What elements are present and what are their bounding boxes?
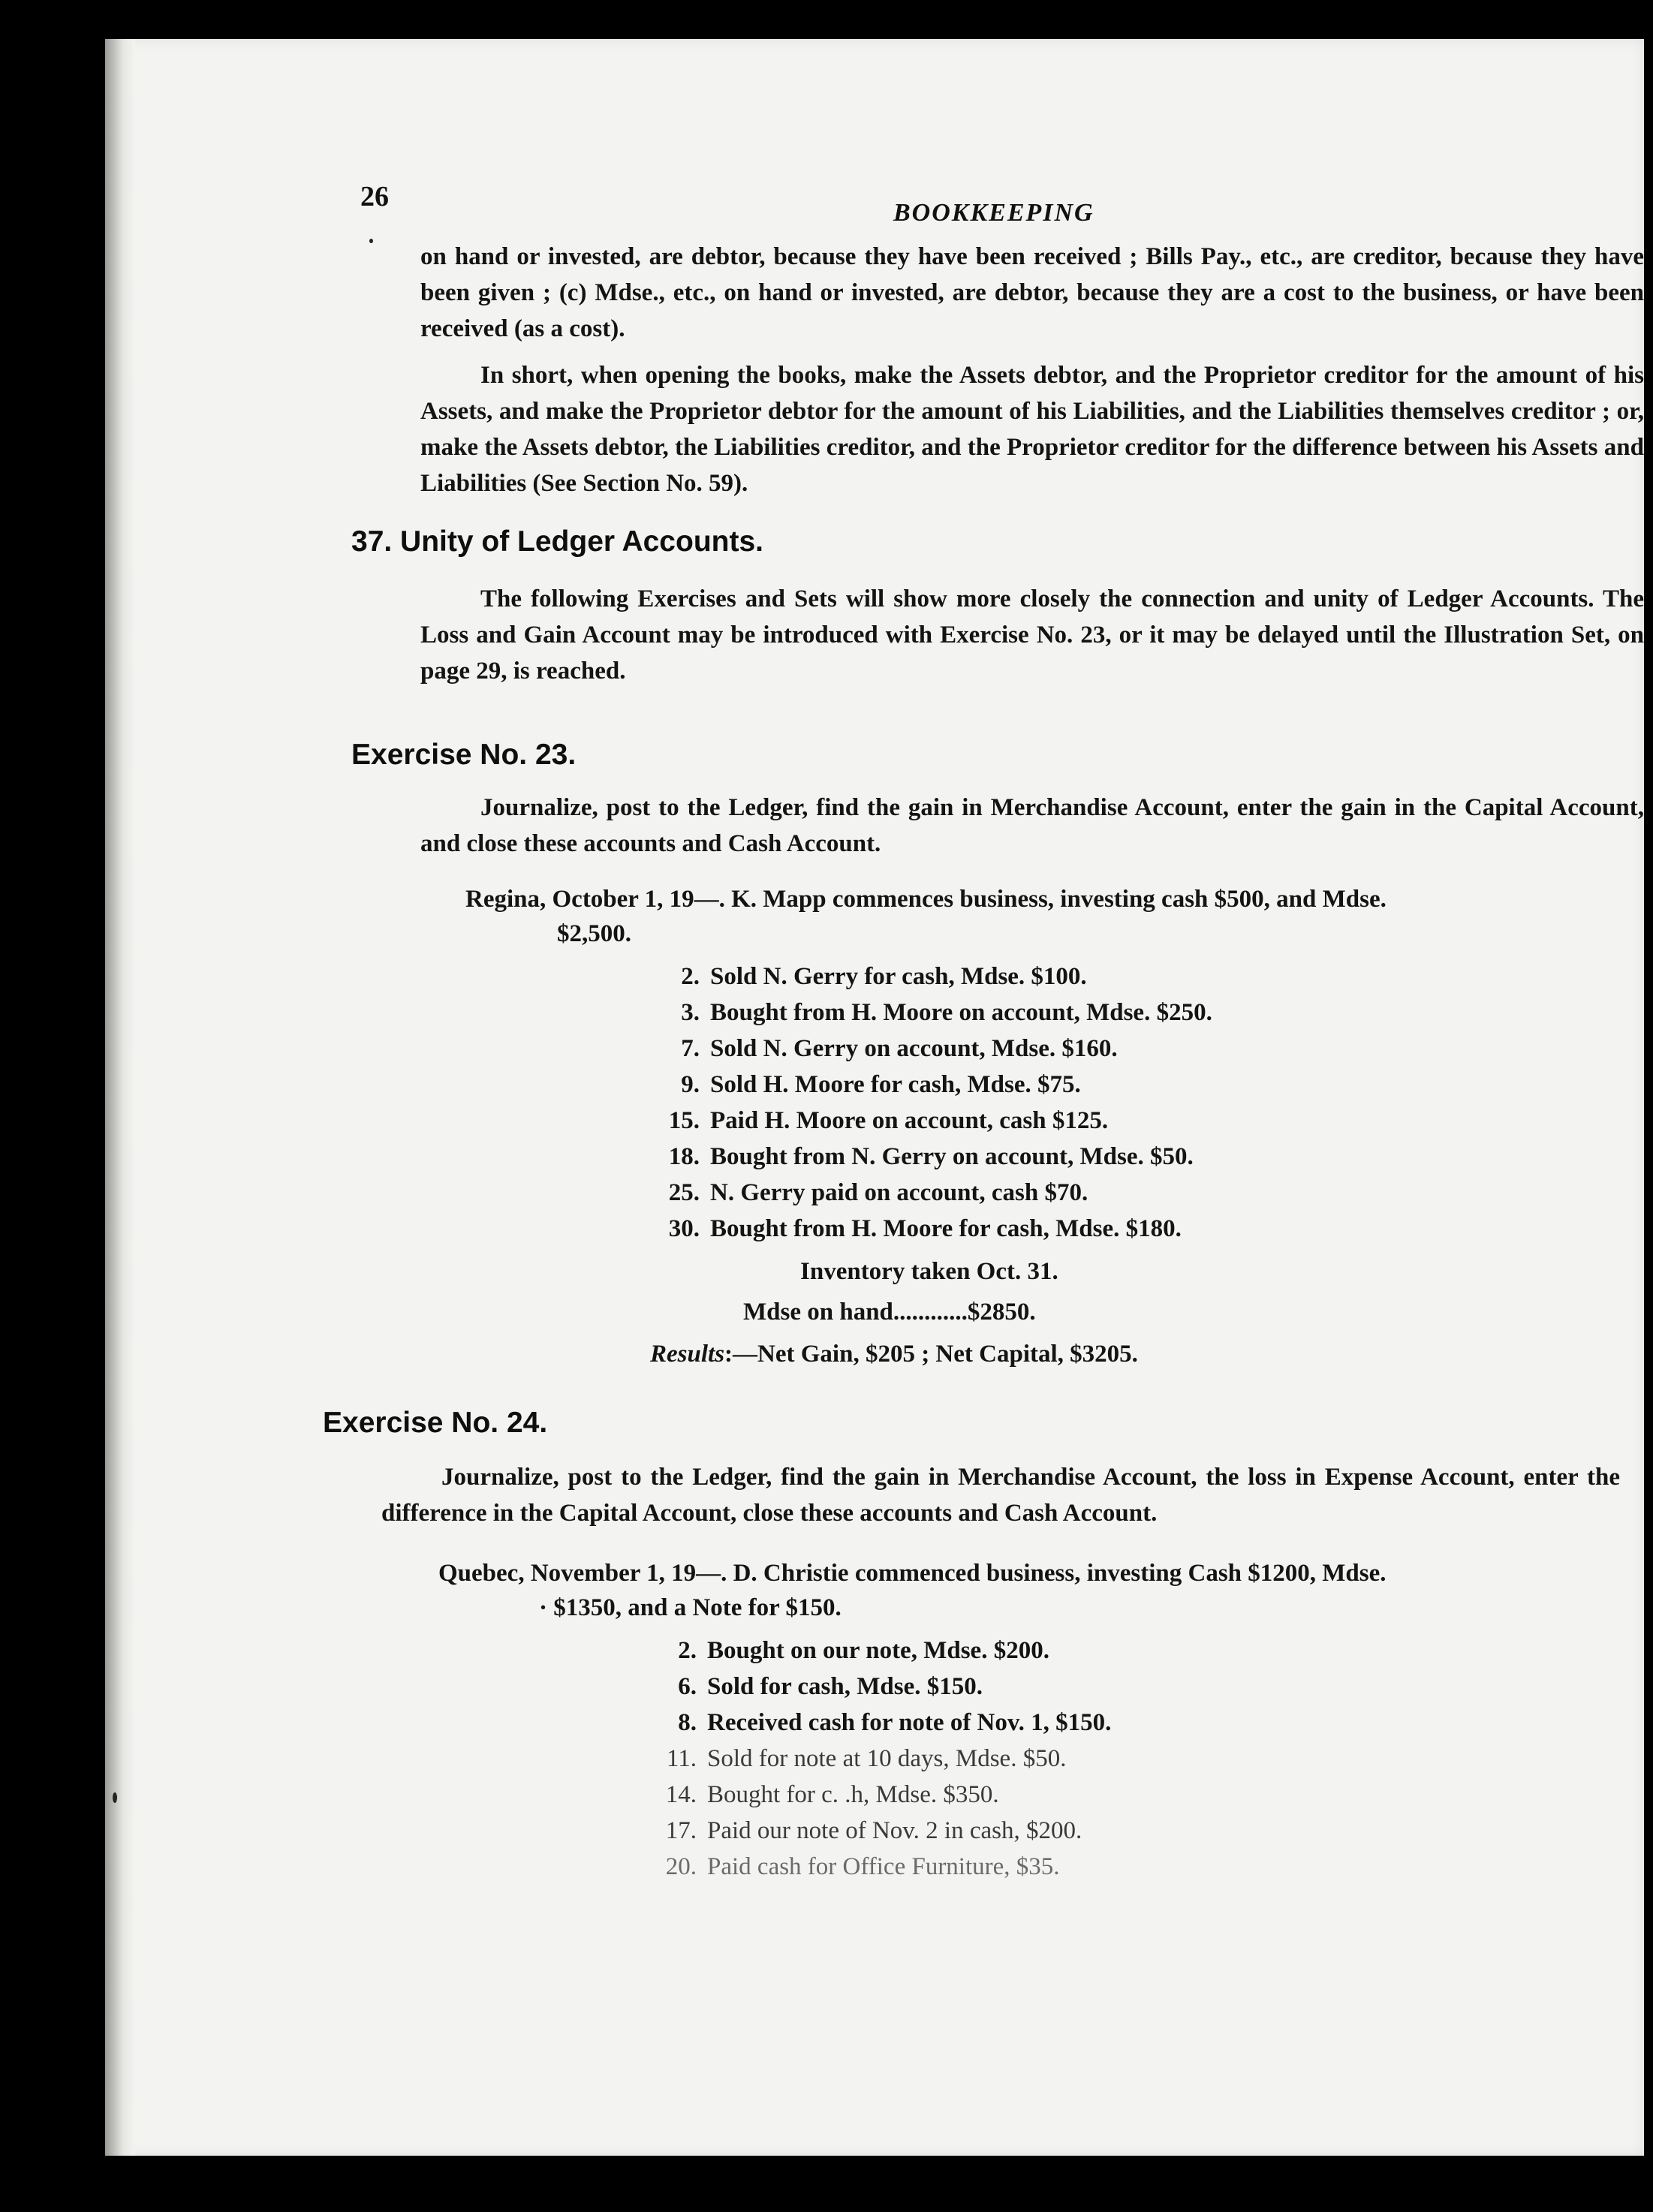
journal-entry (653, 995, 1212, 1030)
entry-day: 11. (666, 1745, 697, 1772)
entry-day: 15. (668, 1107, 700, 1134)
exercise-23-heading: Exercise No. 23. (351, 739, 577, 771)
exercise-24-heading: Exercise No. 24. (323, 1407, 548, 1439)
journal-entry (650, 1705, 1111, 1740)
journal-entry (653, 1175, 1088, 1210)
journal-entry (653, 959, 1087, 994)
journal-entry (653, 1211, 1182, 1246)
running-title: BOOKKEEPING (893, 199, 1094, 227)
entry-day: 6. (678, 1673, 697, 1700)
exercise-23-results (650, 1341, 1138, 1368)
entry-text: Paid cash for Office Furniture, $35. (707, 1853, 1060, 1880)
entry-text: Sold for cash, Mdse. $150. (707, 1673, 983, 1700)
journal-entry (653, 1031, 1118, 1066)
entry-text: Sold for note at 10 days, Mdse. $50. (707, 1745, 1067, 1772)
entry-day: 25. (668, 1179, 700, 1206)
exercise-23-instructions: Journalize, post to the Ledger, find the gain in Merchandise Account, enter the gain in the Capital Account, and close these accounts and Cash Account. (420, 794, 1644, 857)
journal-entry (653, 1103, 1108, 1138)
journal-entry (650, 1777, 999, 1812)
intro-paragraph-continued: on hand or invested, are debtor, because they have been received ; Bills Pay., etc., are creditor, because they have been given ; (c) Mdse., etc., on hand or invested, are debtor, because they are a cost to the business, or have been received (as a cost). (420, 243, 1644, 342)
entry-text: Paid H. Moore on account, cash $125. (710, 1107, 1109, 1134)
journal-entry (650, 1669, 983, 1704)
section-37-heading: 37. Unity of Ledger Accounts. (351, 525, 763, 558)
entry-text: Bought from H. Moore for cash, Mdse. $180. (710, 1215, 1182, 1242)
entry-text: N. Gerry paid on account, cash $70. (710, 1179, 1088, 1206)
exercise-24-opening-amount: · $1350, and a Note for $150. (539, 1594, 842, 1621)
entry-text: Sold N. Gerry on account, Mdse. $160. (710, 1035, 1118, 1062)
entry-day: 14. (665, 1781, 697, 1808)
journal-entry (653, 1139, 1194, 1174)
entry-day: 20. (665, 1853, 697, 1880)
entry-text: Sold H. Moore for cash, Mdse. $75. (710, 1071, 1081, 1098)
page-number: 26 (360, 181, 389, 212)
entry-day: 9. (681, 1071, 700, 1098)
results-text: :—Net Gain, $205 ; Net Capital, $3205. (724, 1341, 1138, 1368)
entry-text: Bought on our note, Mdse. $200. (707, 1637, 1049, 1664)
journal-entry (650, 1813, 1082, 1848)
results-label: Results (650, 1341, 725, 1368)
entry-text: Bought for c. .h, Mdse. $350. (707, 1781, 999, 1808)
entry-day: 3. (681, 999, 700, 1026)
exercise-24-opening-line: Quebec, November 1, 19—. D. Christie commenced business, investing Cash $1200, Mdse. (438, 1560, 1387, 1587)
entry-day: 2. (681, 963, 700, 990)
exercise-23-opening-amount: $2,500. (557, 920, 631, 947)
entry-day: 17. (665, 1817, 697, 1844)
exercise-24-instructions: Journalize, post to the Ledger, find the gain in Merchandise Account, the loss in Expense Account, enter the difference in the Capital Account, close these accounts and Cash Account. (381, 1464, 1620, 1527)
journal-entry (650, 1741, 1066, 1776)
entry-day: 2. (678, 1637, 697, 1664)
entry-day: 30. (668, 1215, 700, 1242)
entry-text: Bought from H. Moore on account, Mdse. $250. (710, 999, 1212, 1026)
ink-speck (113, 1792, 117, 1803)
entry-day: 18. (668, 1143, 700, 1170)
journal-entry (650, 1633, 1049, 1668)
entry-text: Sold N. Gerry for cash, Mdse. $100. (710, 963, 1087, 990)
entry-text: Received cash for note of Nov. 1, $150. (707, 1709, 1112, 1736)
ink-speck (369, 239, 373, 243)
section-37-paragraph: The following Exercises and Sets will show more closely the connection and unity of Ledger Accounts. The Loss and Gain Account may be introduced with Exercise No. 23, or it may be delayed until the Illustration Set, on page 29, is reached. (420, 585, 1644, 685)
entry-day: 8. (678, 1709, 697, 1736)
entry-text: Paid our note of Nov. 2 in cash, $200. (707, 1817, 1082, 1844)
page-binding-edge (105, 39, 135, 2156)
entry-text: Bought from N. Gerry on account, Mdse. $50. (710, 1143, 1194, 1170)
exercise-23-opening-line: Regina, October 1, 19—. K. Mapp commences business, investing cash $500, and Mdse. (465, 886, 1387, 913)
intro-paragraph-short: In short, when opening the books, make the Assets debtor, and the Proprietor creditor for the amount of his Assets, and make the Proprietor debtor for the amount of his Liabilities, and the Liabilities themselves creditor ; or, make the Assets debtor, the Liabilities creditor, and the Proprietor creditor for the difference between his Assets and Liabilities (See Section No. 59). (420, 362, 1644, 497)
journal-entry (650, 1849, 1060, 1884)
entry-day: 7. (681, 1035, 700, 1062)
inventory-line: Mdse on hand............$2850. (743, 1299, 1036, 1326)
journal-entry (653, 1067, 1081, 1102)
inventory-heading: Inventory taken Oct. 31. (800, 1258, 1058, 1285)
